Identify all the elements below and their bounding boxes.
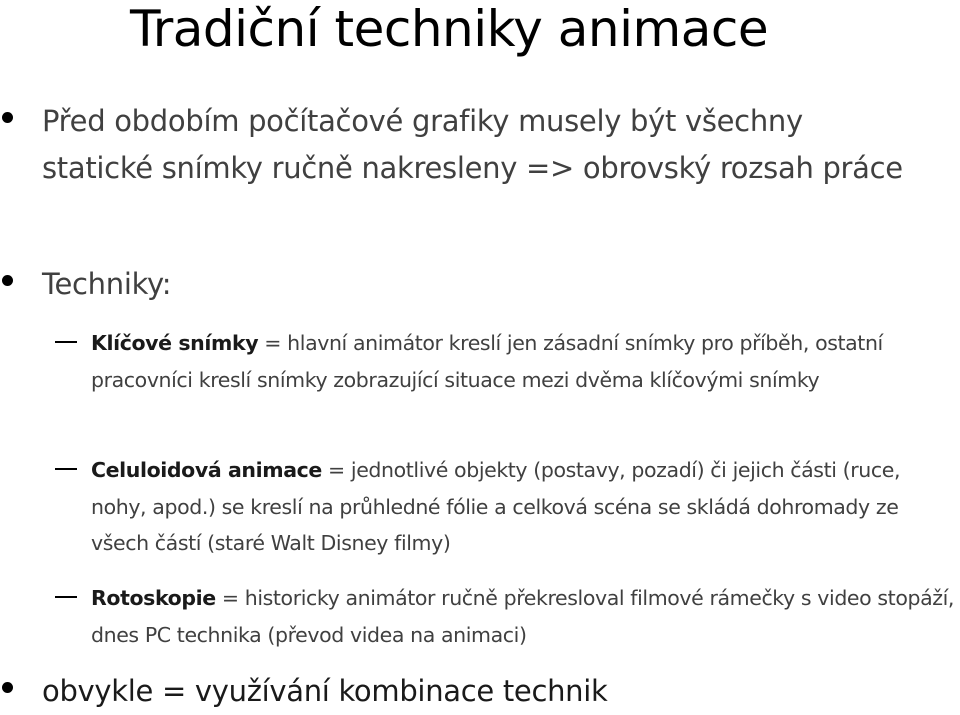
sub-bullet-item [0,325,960,435]
bullet-item [0,668,940,712]
sub-bullet-text [91,452,959,562]
sub-bullet-item [0,580,960,654]
bullet-text: obvykle = využívání kombinace technik [42,674,608,708]
slide-title: Tradiční techniky animace [130,0,769,58]
bullet-item [0,261,940,308]
technique-term: Celuloidová animace [91,458,322,482]
dash-icon [55,341,77,343]
bullet-dot-icon [2,275,13,286]
bullet-text: Techniky: [42,267,172,301]
bullet-text: Před obdobím počítačové grafiky musely být všechny statické snímky ručně nakresleny => obrovský rozsah práce [42,104,903,185]
sub-bullet-text [91,580,959,653]
bullet-dot-icon [2,682,13,693]
bullet-item [0,98,940,243]
technique-definition: = jednotlivé objekty (postavy, pozadí) či jejich části (ruce, nohy, apod.) se kreslí na průhledné fólie a celková scéna se skládá dohromady ze všech částí (staré Walt Disney filmy) [91,458,901,555]
bullet-dot-icon [2,112,13,123]
dash-icon [55,468,77,470]
technique-definition: = hlavní animátor kreslí jen zásadní snímky pro příběh, ostatní pracovníci kreslí snímky zobrazující situace mezi dvěma klíčovými snímky [91,331,883,392]
sub-bullet-text [91,325,959,398]
dash-icon [55,596,77,598]
technique-term: Rotoskopie [91,586,216,610]
technique-term: Klíčové snímky [91,331,259,355]
technique-definition: = historicky animátor ručně překresloval filmové rámečky s video stopáží, dnes PC technika (převod videa na animaci) [91,586,955,647]
sub-bullet-item [0,452,960,562]
